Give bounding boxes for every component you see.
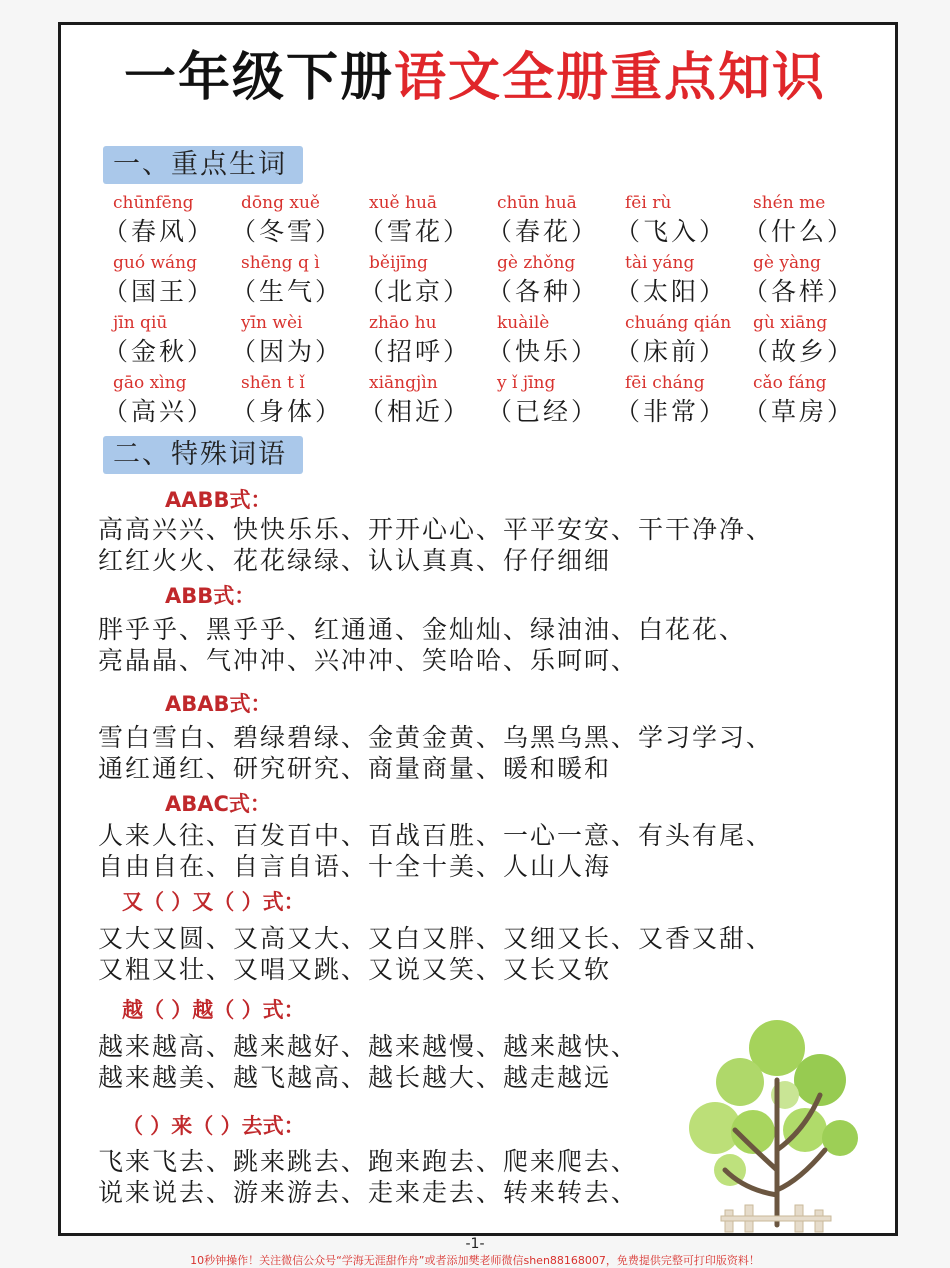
- page-title: [0, 48, 950, 108]
- vocab-item: [231, 372, 359, 432]
- section2-heading: 二、特殊词语: [103, 436, 303, 474]
- pinyin: gāo xìng: [113, 373, 187, 393]
- pinyin: gè zhǒng: [497, 253, 576, 273]
- hanzi-word: （太阳）: [615, 277, 728, 306]
- pinyin: gè yàng: [753, 253, 821, 273]
- vocab-item: [359, 372, 487, 432]
- word-line: 说来说去、游来游去、走来走去、转来转去、: [98, 1178, 639, 1207]
- word-line: 自由自在、自言自语、十全十美、人山人海: [98, 852, 612, 881]
- page-number: -1-: [465, 1236, 485, 1252]
- vocab-item: [615, 372, 743, 432]
- hanzi-word: （床前）: [615, 337, 728, 366]
- hanzi-word: （故乡）: [743, 337, 856, 366]
- word-list: [98, 923, 858, 985]
- section1-heading: 一、重点生词: [103, 146, 303, 184]
- vocab-item: [487, 372, 615, 432]
- vocab-row: [103, 312, 856, 372]
- title-part-red: 语文全册重点知识: [394, 48, 827, 108]
- vocab-item: [743, 252, 871, 312]
- vocab-item: [359, 312, 487, 372]
- vocab-item: [231, 312, 359, 372]
- pinyin: fēi rù: [625, 193, 672, 213]
- pattern-label: 越（ ）越（ ）式：: [122, 998, 305, 1022]
- vocab-item: [743, 312, 871, 372]
- word-list: [98, 820, 858, 882]
- vocab-row: [103, 252, 856, 312]
- hanzi-word: （北京）: [359, 277, 472, 306]
- pinyin: xuě huā: [369, 193, 438, 213]
- vocab-item: [103, 312, 231, 372]
- hanzi-word: （飞入）: [615, 217, 728, 246]
- hanzi-word: （国王）: [103, 277, 216, 306]
- hanzi-word: （各种）: [487, 277, 600, 306]
- vocab-item: [359, 192, 487, 252]
- pinyin: chuáng qián: [625, 313, 732, 333]
- word-line: 又粗又壮、又唱又跳、又说又笑、又长又软: [98, 955, 612, 984]
- word-list: [98, 722, 858, 784]
- pinyin: kuàilè: [497, 313, 550, 333]
- pinyin: jīn qiū: [113, 313, 168, 333]
- pinyin: guó wáng: [113, 253, 197, 273]
- word-line: 红红火火、花花绿绿、认认真真、仔仔细细: [98, 546, 612, 575]
- vocab-item: [487, 192, 615, 252]
- pattern-label: 又（ ）又（ ）式：: [122, 890, 305, 914]
- pinyin: chūn huā: [497, 193, 577, 213]
- word-list: [98, 514, 858, 576]
- word-line: 越来越高、越来越好、越来越慢、越来越快、: [98, 1032, 639, 1061]
- hanzi-word: （什么）: [743, 217, 856, 246]
- word-line: 人来人往、百发百中、百战百胜、一心一意、有头有尾、: [98, 821, 774, 850]
- title-part-black: 一年级下册: [123, 48, 394, 108]
- vocab-item: [615, 252, 743, 312]
- hanzi-word: （春花）: [487, 217, 600, 246]
- pattern-label: ABB式：: [165, 584, 256, 608]
- pattern-label: ABAB式：: [165, 692, 272, 716]
- vocab-row: [103, 192, 856, 252]
- word-line: 通红通红、研究研究、商量商量、暖和暖和: [98, 754, 612, 783]
- vocab-item: [231, 252, 359, 312]
- vocab-item: [487, 312, 615, 372]
- vocab-item: [487, 252, 615, 312]
- pinyin: běijīng: [369, 253, 428, 273]
- vocab-item: [743, 192, 871, 252]
- hanzi-word: （高兴）: [103, 397, 216, 426]
- hanzi-word: （相近）: [359, 397, 472, 426]
- vocab-row: [103, 372, 856, 432]
- hanzi-word: （快乐）: [487, 337, 600, 366]
- word-list: [98, 614, 858, 676]
- word-line: 高高兴兴、快快乐乐、开开心心、平平安安、干干净净、: [98, 515, 774, 544]
- vocab-item: [103, 372, 231, 432]
- pinyin: yīn wèi: [241, 313, 303, 333]
- hanzi-word: （因为）: [231, 337, 344, 366]
- pinyin: dōng xuě: [241, 193, 320, 213]
- vocab-item: [103, 192, 231, 252]
- hanzi-word: （招呼）: [359, 337, 472, 366]
- vocab-item: [359, 252, 487, 312]
- pinyin: cǎo fáng: [753, 373, 827, 393]
- pattern-label: （ ）来（ ）去式：: [122, 1114, 305, 1138]
- pinyin: chūnfēng: [113, 193, 194, 213]
- pattern-label: AABB式：: [165, 488, 272, 512]
- pinyin: tài yáng: [625, 253, 695, 273]
- pinyin: shēn t ǐ: [241, 373, 305, 393]
- word-line: 胖乎乎、黑乎乎、红通通、金灿灿、绿油油、白花花、: [98, 615, 747, 644]
- vocab-item: [743, 372, 871, 432]
- hanzi-word: （各样）: [743, 277, 856, 306]
- word-line: 越来越美、越飞越高、越长越大、越走越远: [98, 1063, 612, 1092]
- word-line: 亮晶晶、气冲冲、兴冲冲、笑哈哈、乐呵呵、: [98, 646, 639, 675]
- word-line: 飞来飞去、跳来跳去、跑来跑去、爬来爬去、: [98, 1147, 639, 1176]
- hanzi-word: （冬雪）: [231, 217, 344, 246]
- tree-illustration-icon: [685, 1020, 865, 1235]
- word-line: 雪白雪白、碧绿碧绿、金黄金黄、乌黑乌黑、学习学习、: [98, 723, 774, 752]
- vocab-grid: [103, 192, 856, 432]
- hanzi-word: （春风）: [103, 217, 216, 246]
- vocab-item: [615, 312, 743, 372]
- hanzi-word: （生气）: [231, 277, 344, 306]
- vocab-item: [231, 192, 359, 252]
- pinyin: shén me: [753, 193, 826, 213]
- word-line: 又大又圆、又高又大、又白又胖、又细又长、又香又甜、: [98, 924, 774, 953]
- pinyin: shēng q ì: [241, 253, 320, 273]
- vocab-item: [103, 252, 231, 312]
- vocab-item: [615, 192, 743, 252]
- hanzi-word: （金秋）: [103, 337, 216, 366]
- pinyin: gù xiāng: [753, 313, 828, 333]
- hanzi-word: （雪花）: [359, 217, 472, 246]
- footer-note: 10秒钟操作！关注微信公众号“学海无涯甜作舟”或者添加樊老师微信shen88168007，免费提供完整可打印版资料！: [190, 1254, 760, 1267]
- pinyin: zhāo hu: [369, 313, 437, 333]
- hanzi-word: （非常）: [615, 397, 728, 426]
- hanzi-word: （草房）: [743, 397, 856, 426]
- hanzi-word: （身体）: [231, 397, 344, 426]
- pinyin: xiāngjìn: [369, 373, 438, 393]
- pinyin: y ǐ jīng: [497, 373, 556, 393]
- hanzi-word: （已经）: [487, 397, 600, 426]
- pinyin: fēi cháng: [625, 373, 705, 393]
- pattern-label: ABAC式：: [165, 792, 271, 816]
